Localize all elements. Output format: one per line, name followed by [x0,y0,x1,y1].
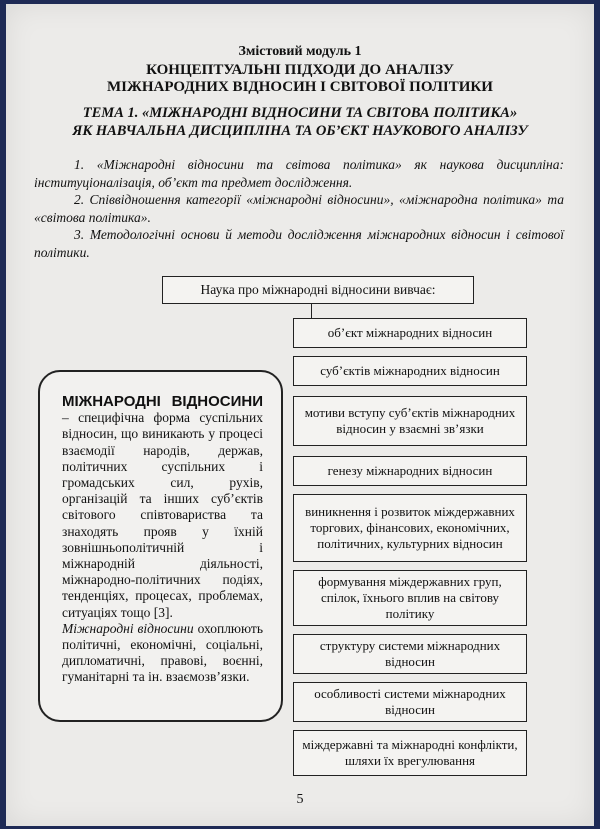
definition-box [38,370,283,722]
diagram-connector [311,304,312,318]
theme-title-line1: ТЕМА 1. «МІЖНАРОДНІ ВІДНОСИНИ ТА СВІТОВА ПОЛІТИКА» [82,105,518,121]
question-item: 3. Методологічні основи й методи дослідження міжнародних відносин і світової політики. [34,227,564,260]
definition-text: – специфічна форма суспільних відносин, що виникають у процесі взаємодії народів, держав, політичних суспільних і громадських сил, рухів, організацій та інших суб’єктів світового співтовариства та знаходять прояв у їхній зовнішньополітичній і міжнародній діяльності, міжнародно-політичних подіях, тенденціях, процесах, проблемах, ситуаціях тощо [3]. [62,410,263,620]
diagram-item: міждержавні та міжнародні конфлікти, шляхи їх врегулювання [293,730,527,776]
definition-term: МІЖНАРОДНІ ВІДНОСИНИ [62,393,263,410]
module-title-line2: МІЖНАРОДНИХ ВІДНОСИН І СВІТОВОЇ ПОЛІТИКИ [107,79,493,95]
diagram-item: об’єкт міжнародних відносин [293,318,527,348]
questions-list [34,156,564,261]
definition-text: охоплюють політичні, економічні, соціальні, дипломатичні, правові, воєнні, гуманітарні та ін. взаємозв’язки. [62,620,263,685]
definition-term-italic: Міжнародні відносини [62,620,194,636]
page [6,4,594,826]
diagram-item: виникнення і розвиток міждержавних торгових, фінансових, економічних, політичних, культурних відносин [293,494,527,562]
diagram-item: суб’єктів міжнародних відносин [293,356,527,386]
diagram-top-box: Наука про міжнародні відносини вивчає: [162,276,474,304]
page-number: 5 [296,792,304,807]
module-title [6,62,594,96]
definition-paragraph [62,394,263,621]
definition-paragraph [62,621,263,686]
theme-title [6,104,594,140]
diagram-item: генезу міжнародних відносин [293,456,527,486]
question-item: 1. «Міжнародні відносини та світова політика» як наукова дисципліна: інституціоналізація, об’єкт та предмет дослідження. [34,157,564,190]
diagram-item: структуру системи міжнародних відносин [293,634,527,674]
diagram-item: особливості системи міжнародних відносин [293,682,527,722]
question-item: 2. Співвідношення категорії «міжнародні відносини», «міжнародна політика» та «світова політика». [34,192,564,225]
module-label: Змістовий модуль 1 [238,44,362,59]
module-title-line1: КОНЦЕПТУАЛЬНІ ПІДХОДИ ДО АНАЛІЗУ [146,62,454,78]
diagram-item: формування міждержавних груп, спілок, їхнього вплив на світову політику [293,570,527,626]
theme-title-line2: ЯК НАВЧАЛЬНА ДИСЦИПЛІНА ТА ОБ’ЄКТ НАУКОВОГО АНАЛІЗУ [72,123,528,139]
diagram-item: мотиви вступу суб’єктів міжнародних відносин у взаємні зв’язки [293,396,527,446]
